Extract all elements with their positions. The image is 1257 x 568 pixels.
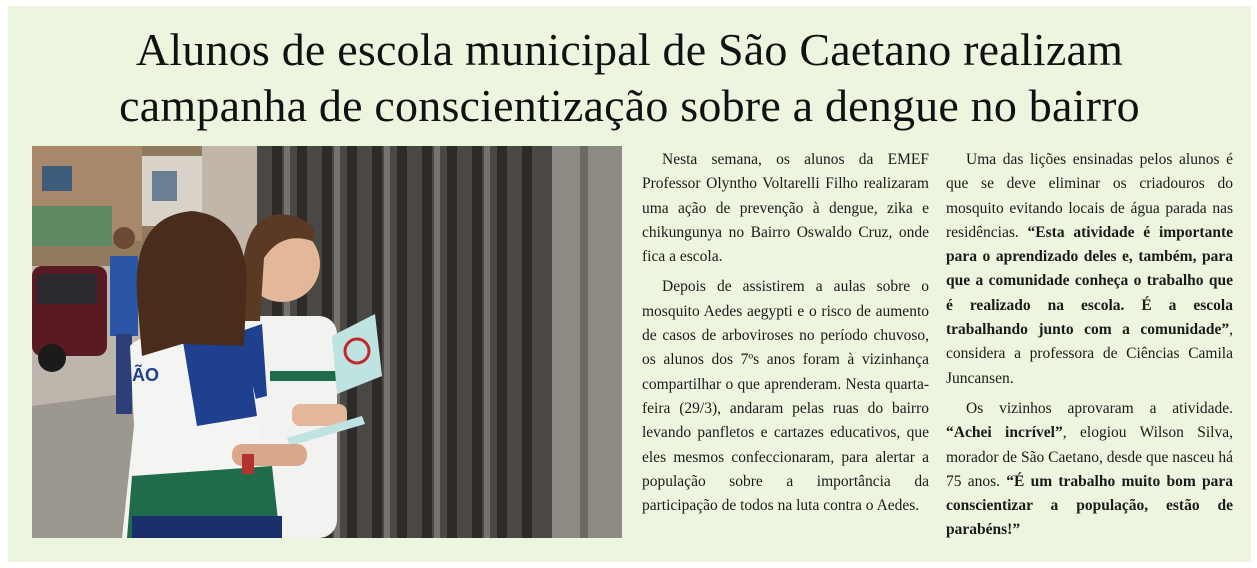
paragraph bbox=[946, 148, 1233, 391]
headline-line-2: campanha de conscientização sobre a dengue no bairro bbox=[119, 80, 1140, 131]
article-photo bbox=[32, 146, 622, 538]
paragraph: Depois de assistirem a aulas sobre o mosquito Aedes aegypti e o risco de aumento de casos de arboviroses no período chuvoso, os alunos dos 7ºs anos foram à vizinhança compartilhar o que aprenderam. Nesta quarta-feira (29/3), andaram pelas ruas do bairro levando panfletos e cartazes educativos, que eles mesmos confeccionaram, para alertar a população sobre a importância da participação de todos na luta contra o Aedes. bbox=[642, 278, 929, 515]
paragraph-text: Os vizinhos aprovaram a atividade. bbox=[966, 399, 1233, 417]
headline-line-1: Alunos de escola municipal de São Caetano realizam bbox=[135, 24, 1124, 75]
teacher-quote: “Esta atividade é importante para o aprendizado deles e, também, para que a comunidade conheça o trabalho que é realizado na escola. É a escola trabalhando junto com a comunidade” bbox=[946, 223, 1233, 339]
article-column-2 bbox=[946, 148, 1233, 549]
headline bbox=[8, 22, 1251, 134]
quote-attribution: , elogiou Wilson Silva, morador de São Caetano, desde que nasceu há 75 anos. bbox=[946, 424, 1233, 490]
neighbor-quote-2: “É um trabalho muito bom para conscientizar a população, estão de parabéns!” bbox=[946, 472, 1233, 539]
paragraph bbox=[946, 397, 1233, 543]
quote-attribution: , considera a professora de Ciências Camila Juncansen. bbox=[946, 321, 1233, 387]
paragraph-text: Uma das lições ensinadas pelos alunos é que se deve eliminar os criadouros do mosquito evitando locais de água parada nas residências. bbox=[946, 151, 1233, 241]
article-column-1 bbox=[642, 148, 929, 524]
paragraph: Nesta semana, os alunos da EMEF Professor Olyntho Voltarelli Filho realizaram uma ação de prevenção à dengue, zika e chikungunya no Bairro Oswaldo Cruz, onde fica a escola. bbox=[642, 151, 929, 266]
neighbor-quote-1: “Achei incrível” bbox=[946, 424, 1063, 442]
shirt-text: ÃO bbox=[132, 365, 159, 385]
